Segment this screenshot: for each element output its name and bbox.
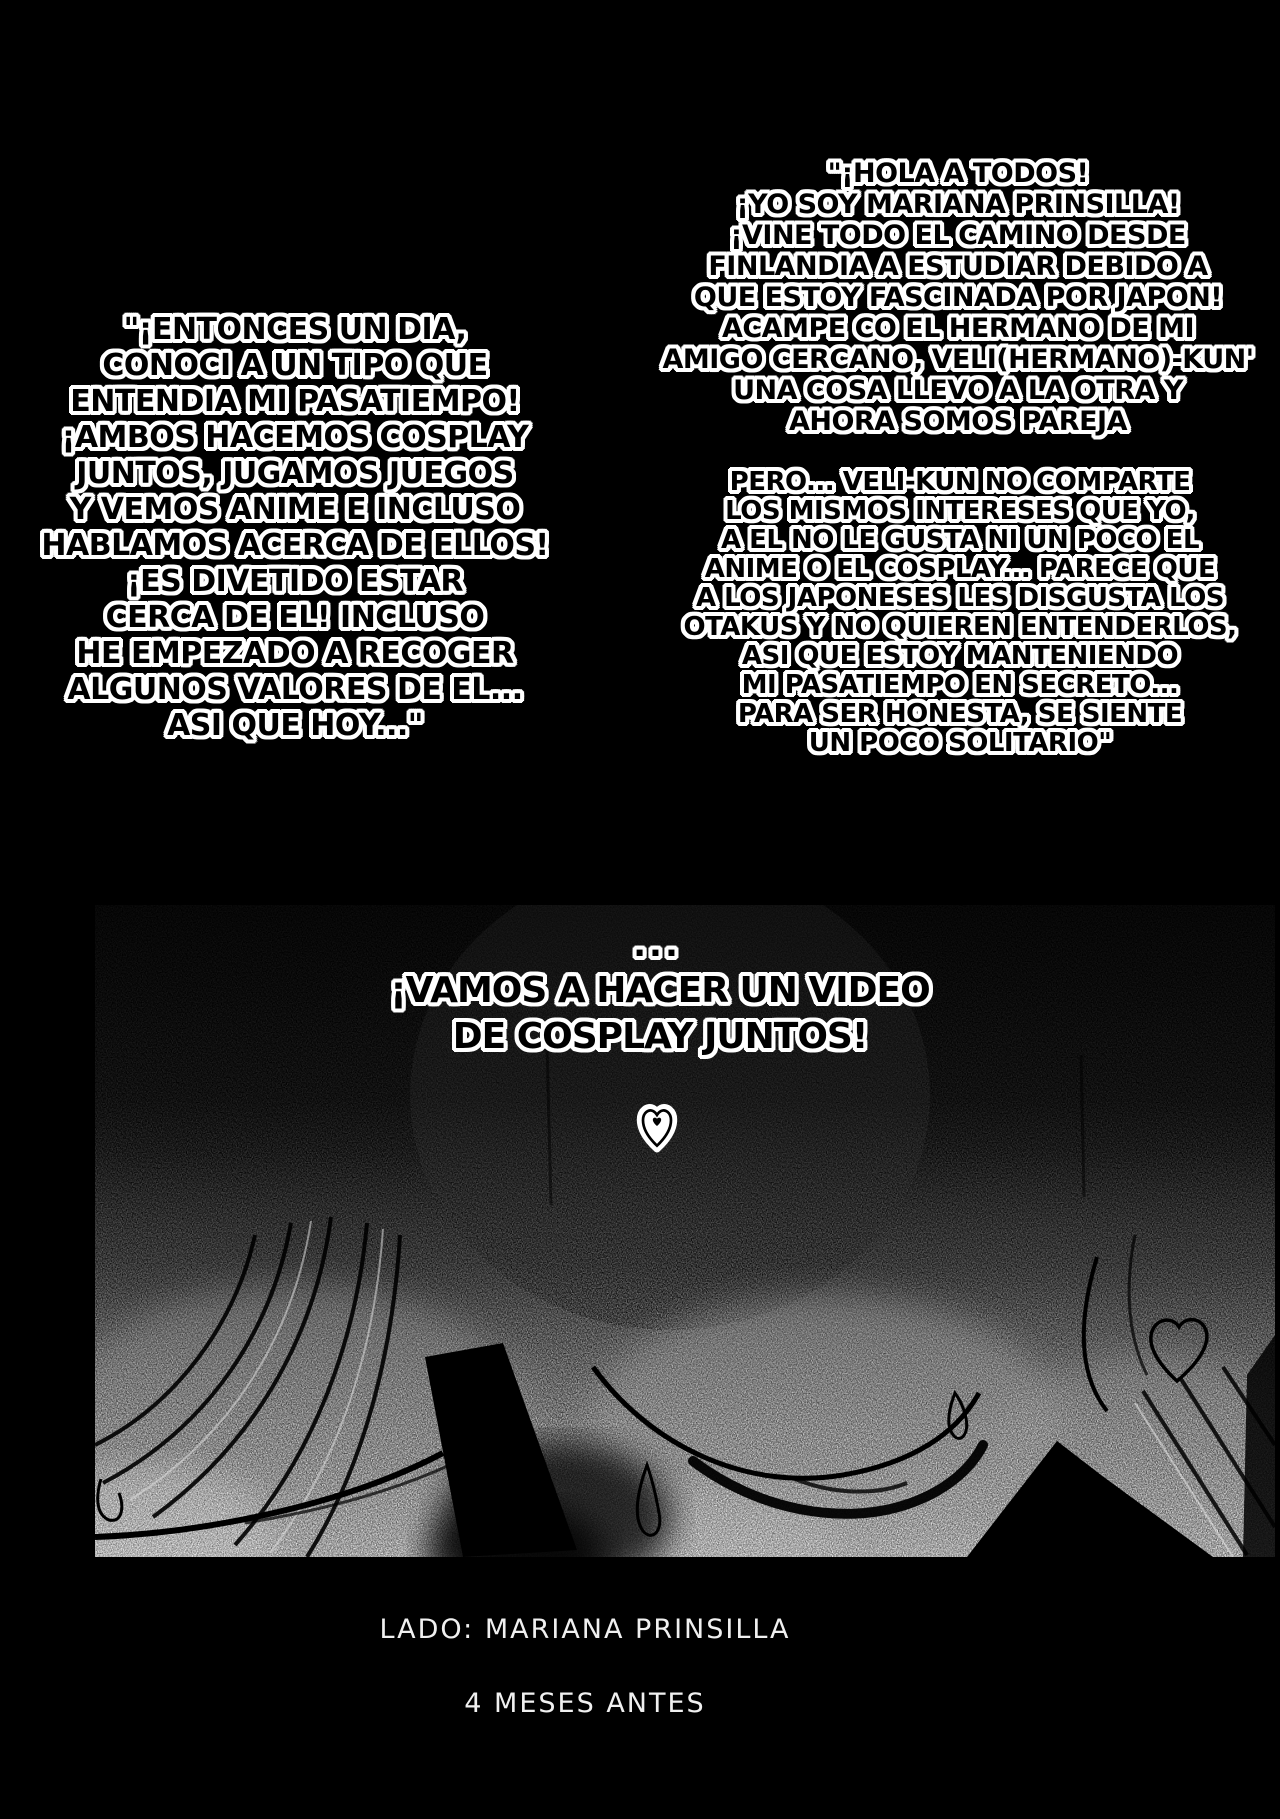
caption-time-label: 4 MESES ANTES <box>464 1688 706 1719</box>
text-line: ¡AMBOS HACEMOS COSPLAY <box>61 420 529 455</box>
narration-block-right-top <box>662 158 1253 437</box>
announcement-text <box>390 968 929 1060</box>
text-line: ENTENDIA MI PASATIEMPO! <box>70 384 520 419</box>
text-line: ¡YO SOY MARIANA PRINSILLA! <box>736 189 1180 220</box>
text-line: PARA SER HONESTA, SE SIENTE <box>737 699 1183 729</box>
heart-icon <box>636 1098 678 1154</box>
text-line: ¡VAMOS A HACER UN VIDEO <box>390 970 930 1011</box>
text-line: ¡ES DIVETIDO ESTAR <box>126 564 464 599</box>
text-line: A EL NO LE GUSTA NI UN POCO EL <box>720 525 1200 555</box>
text-line: HABLAMOS ACERCA DE ELLOS! <box>41 528 549 563</box>
ellipsis-dots: ... <box>633 925 681 965</box>
text-line: OTAKUS Y NO QUIEREN ENTENDERLOS, <box>683 612 1237 642</box>
text-line: Y VEMOS ANIME E INCLUSO <box>69 492 521 527</box>
text-line: DE COSPLAY JUNTOS! <box>452 1016 868 1057</box>
text-line: PERO... VELI-KUN NO COMPARTE <box>729 467 1191 497</box>
text-line: JUNTOS, JUGAMOS JUEGOS <box>76 456 514 491</box>
text-line: AMIGO CERCANO, VELI(HERMANO)-KUN' <box>662 344 1254 375</box>
text-line: FINLANDIA A ESTUDIAR DEBIDO A <box>708 251 1208 282</box>
text-line: ALGUNOS VALORES DE EL... <box>67 672 523 707</box>
text-line: A LOS JAPONESES LES DISGUSTA LOS <box>695 583 1225 613</box>
text-line: HE EMPEZADO A RECOGER <box>76 636 514 671</box>
text-line: AHORA SOMOS PAREJA <box>789 406 1127 437</box>
text-line: "¡HOLA A TODOS! <box>827 158 1089 189</box>
text-line: ASI QUE ESTOY MANTENIENDO <box>741 641 1179 671</box>
text-line: ASI QUE HOY..." <box>167 708 423 743</box>
text-line: QUE ESTOY FASCINADA POR JAPON! <box>693 282 1223 313</box>
text-line: UNA COSA LLEVO A LA OTRA Y <box>733 375 1183 406</box>
text-line: MI PASATIEMPO EN SECRETO... <box>741 670 1179 700</box>
text-line: CONOCI A UN TIPO QUE <box>102 348 488 383</box>
narration-block-left <box>41 312 548 744</box>
text-line: ¡VINE TODO EL CAMINO DESDE <box>730 220 1186 251</box>
text-line: "¡ENTONCES UN DIA, <box>123 312 467 347</box>
text-line: CERCA DE EL! INCLUSO <box>105 600 485 635</box>
text-line: LOS MISMOS INTERESES QUE YO, <box>725 496 1195 526</box>
narration-block-right-bottom <box>683 468 1236 758</box>
text-line: ANIME O EL COSPLAY... PARECE QUE <box>704 554 1216 584</box>
caption-side-label: LADO: MARIANA PRINSILLA <box>379 1614 791 1645</box>
text-line: UN POCO SOLITARIO" <box>808 728 1112 758</box>
text-line: ACAMPE CO EL HERMANO DE MI <box>721 313 1195 344</box>
